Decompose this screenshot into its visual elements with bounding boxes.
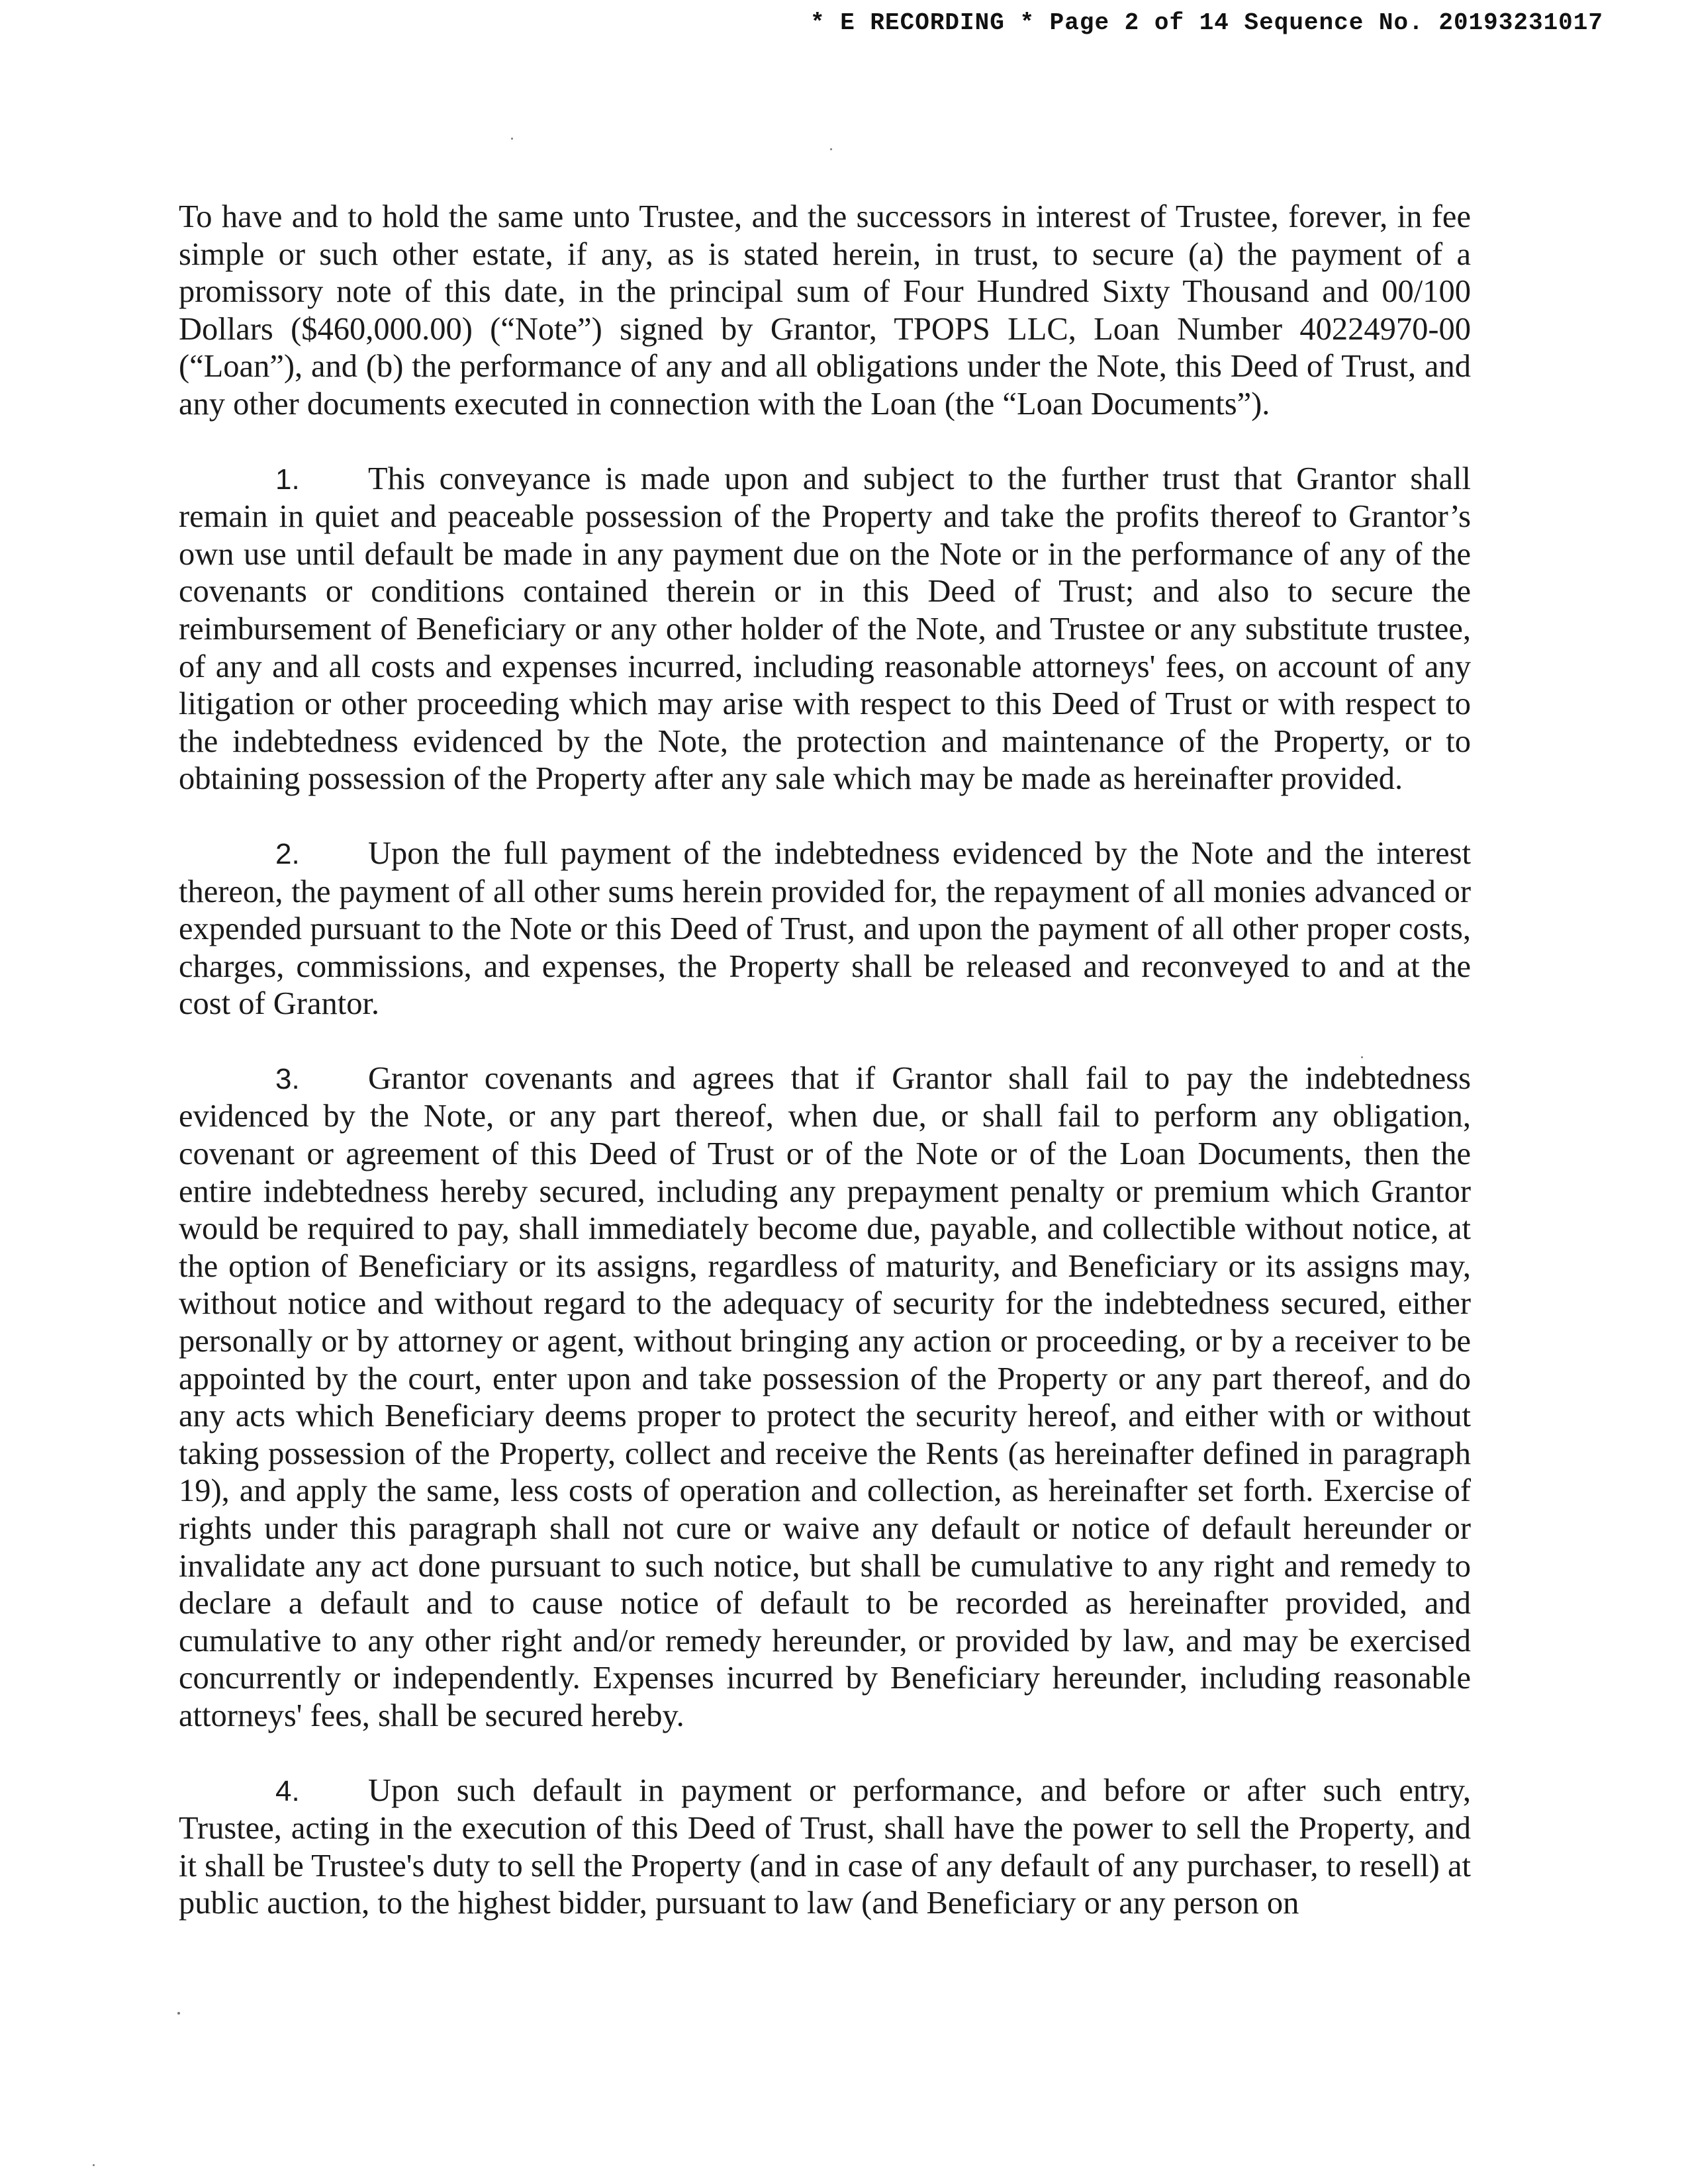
paragraph-1 — [179, 461, 1471, 798]
paragraph-number: 1. — [275, 463, 300, 496]
intro-paragraph: To have and to hold the same unto Trustee, and the successors in interest of Trustee, forever, in fee simple or such other estate, if any, as is stated herein, in trust, to secure (a) the payment of a promissory note of this date, in the principal sum of Four Hundred Sixty Thousand and 00/100 Dollars ($460,000.00) (“Note”) signed by Grantor, TPOPS LLC, Loan Number 40224970-00 (“Loan”), and (b) the performance of any and all obligations under the Note, this Deed of Trust, and any other documents executed in connection with the Loan (the “Loan Documents”). — [179, 199, 1471, 422]
scan-speck — [830, 148, 832, 150]
paragraph-3 — [179, 1060, 1471, 1735]
scan-speck — [177, 2012, 180, 2015]
paragraph-number: 2. — [275, 837, 300, 870]
paragraph-number: 3. — [275, 1062, 300, 1095]
paragraph-text: Upon the full payment of the indebtedness evidenced by the Note and the interest thereon, the payment of all other sums herein provided for, the repayment of all monies advanced or expended pursuant to the Note or this Deed of Trust, and upon the payment of all other proper costs, charges, commissions, and expenses, the Property shall be released and reconveyed to and at the cost of Grantor. — [179, 835, 1471, 1022]
recording-header: * E RECORDING * Page 2 of 14 Sequence No. 20193231017 — [810, 9, 1603, 36]
scan-speck — [93, 2164, 95, 2166]
paragraph-4 — [179, 1772, 1471, 1923]
paragraph-2 — [179, 835, 1471, 1023]
document-body — [179, 199, 1471, 1960]
scan-speck — [511, 138, 513, 140]
paragraph-number: 4. — [275, 1774, 300, 1807]
paragraph-text: Upon such default in payment or performance, and before or after such entry, Trustee, acting in the execution of this Deed of Trust, shall have the power to sell the Property, and it shall be Trustee's duty to sell the Property (and in case of any default of any purchaser, to resell) at public auction, to the highest bidder, pursuant to law (and Beneficiary or any person on — [179, 1772, 1471, 1921]
scan-speck — [1361, 1056, 1363, 1058]
paragraph-text: This conveyance is made upon and subject to the further trust that Grantor shall remain in quiet and peaceable possession of the Property and take the profits thereof to Grantor’s own use until default be made in any payment due on the Note or in the performance of any of the covenants or conditions contained therein or in this Deed of Trust; and also to secure the reimbursement of Beneficiary or any other holder of the Note, and Trustee or any substitute trustee, of any and all costs and expenses incurred, including reasonable attorneys' fees, on account of any litigation or other proceeding which may arise with respect to this Deed of Trust or with respect to the indebtedness evidenced by the Note, the protection and maintenance of the Property, or to obtaining possession of the Property after any sale which may be made as hereinafter provided. — [179, 461, 1471, 797]
paragraph-text: Grantor covenants and agrees that if Grantor shall fail to pay the indebtedness evidenced by the Note, or any part thereof, when due, or shall fail to perform any obligation, covenant or agreement of this Deed of Trust or of the Note or of the Loan Documents, then the entire indebtedness hereby secured, including any prepayment penalty or premium which Grantor would be required to pay, shall immediately become due, payable, and collectible without notice, at the option of Beneficiary or its assigns, regardless of maturity, and Beneficiary or its assigns may, without notice and without regard to the adequacy of security for the indebtedness secured, either personally or by attorney or agent, without bringing any action or proceeding, or by a receiver to be appointed by the court, enter upon and take possession of the Property or any part thereof, and do any acts which Beneficiary deems proper to protect the security hereof, and either with or without taking possession of the Property, collect and receive the Rents (as hereinafter defined in paragraph 19), and apply the same, less costs of operation and collection, as hereinafter set forth. Exercise of rights under this paragraph shall not cure or waive any default or notice of default hereunder or invalidate any act done pursuant to such notice, but shall be cumulative to any right and remedy to declare a default and to cause notice of default to be recorded as hereinafter provided, and cumulative to any other right and/or remedy hereunder, or provided by law, and may be exercised concurrently or independently. Expenses incurred by Beneficiary hereunder, including reasonable attorneys' fees, shall be secured hereby. — [179, 1060, 1471, 1733]
